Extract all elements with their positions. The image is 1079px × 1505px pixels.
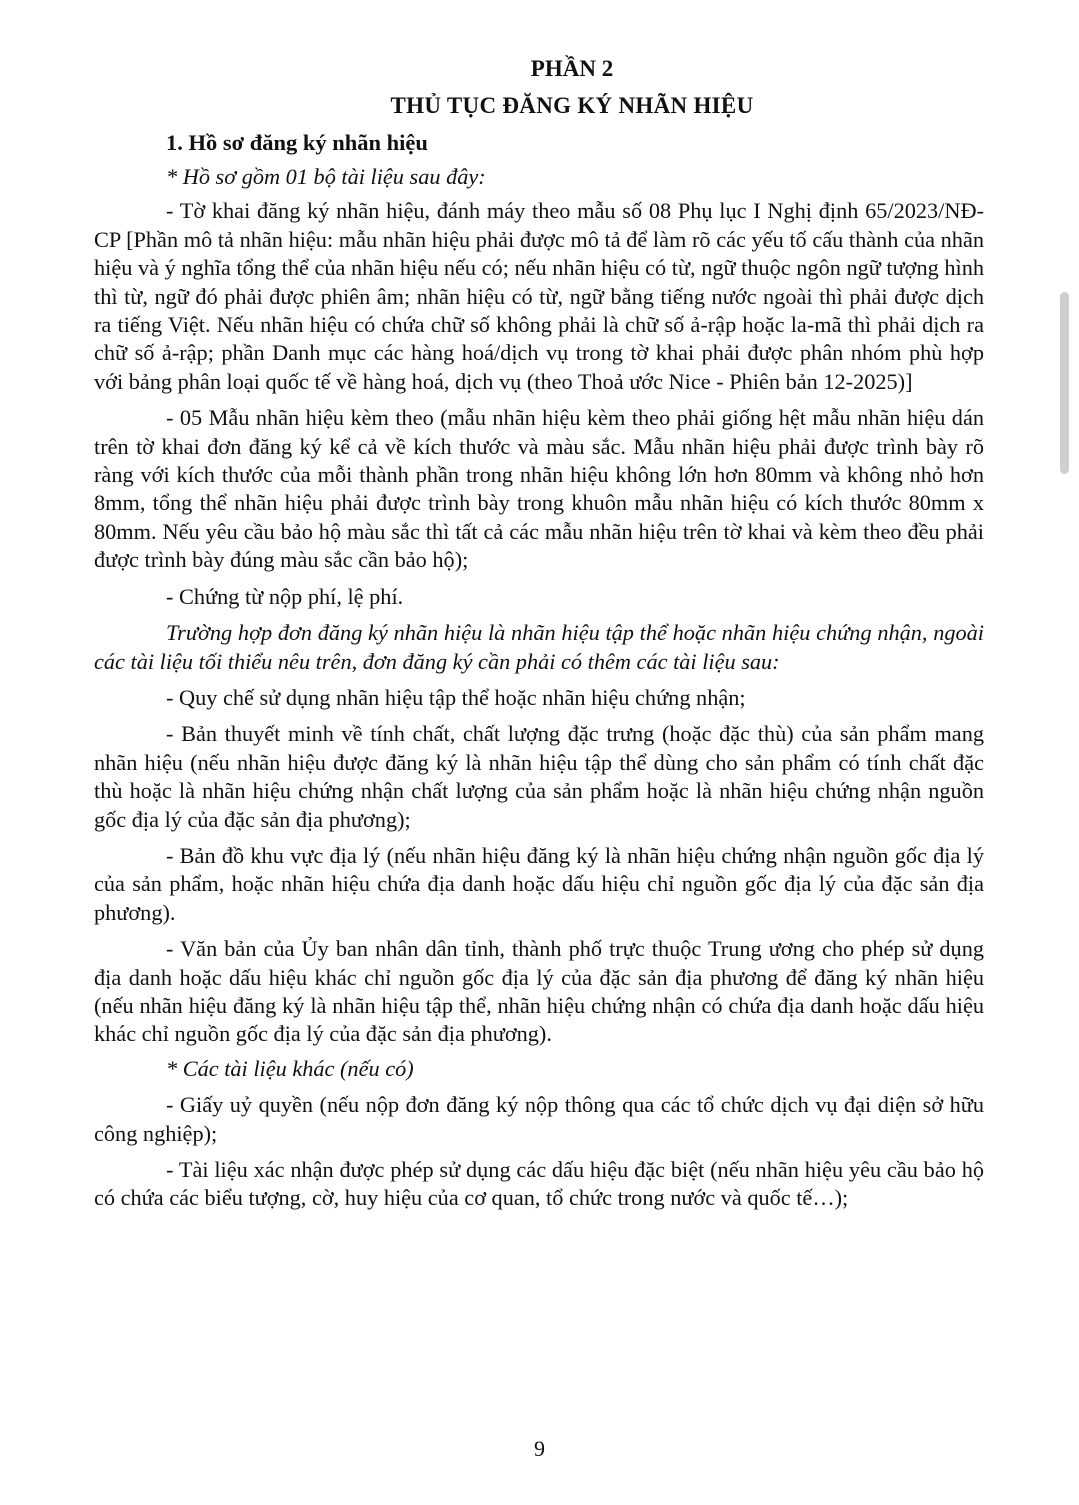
section-heading: 1. Hồ sơ đăng ký nhãn hiệu: [166, 130, 428, 155]
document-page: [94, 56, 984, 1213]
scrollbar-thumb[interactable]: [1060, 292, 1069, 474]
list-item: - Quy chế sử dụng nhãn hiệu tập thể hoặc nhãn hiệu chứng nhận;: [166, 684, 746, 710]
list-item: - Chứng từ nộp phí, lệ phí.: [166, 583, 404, 609]
dossier-intro: * Hồ sơ gồm 01 bộ tài liệu sau đây:: [166, 164, 486, 189]
list-item: - Văn bản của Ủy ban nhân dân tỉnh, thành phố trực thuộc Trung ương cho phép sử dụng địa danh hoặc dấu hiệu khác chỉ nguồn gốc địa lý của đặc sản địa phương để đăng ký nhãn hiệu (nếu nhãn hiệu đăng ký là nhãn hiệu tập thể, nhãn hiệu chứng nhận có chứa địa danh hoặc dấu hiệu khác chỉ nguồn gốc địa lý của đặc sản địa phương).: [94, 936, 984, 1047]
other-documents-heading: * Các tài liệu khác (nếu có): [166, 1055, 414, 1081]
part-title: PHẦN 2: [530, 56, 614, 81]
page-number: 9: [534, 1436, 545, 1461]
collective-mark-note: Trường hợp đơn đăng ký nhãn hiệu là nhãn hiệu tập thể hoặc nhãn hiệu chứng nhận, ngoài các tài liệu tối thiểu nêu trên, đơn đăng ký cần phải có thêm các tài liệu sau:: [94, 620, 984, 674]
list-item: - Giấy uỷ quyền (nếu nộp đơn đăng ký nộp thông qua các tổ chức dịch vụ đại diện sở hữu công nghiệp);: [94, 1092, 984, 1146]
list-item: - 05 Mẫu nhãn hiệu kèm theo (mẫu nhãn hiệu kèm theo phải giống hệt mẫu nhãn hiệu dán trên tờ khai đơn đăng ký kể cả về kích thước và màu sắc. Mẫu nhãn hiệu phải được trình bày rõ ràng với kích thước của mỗi thành phần trong nhãn hiệu không lớn hơn 80mm và không nhỏ hơn 8mm, tổng thể nhãn hiệu phải được trình bày trong khuôn mẫu nhãn hiệu có kích thước 80mm x 80mm. Nếu yêu cầu bảo hộ màu sắc thì tất cả các mẫu nhãn hiệu trên tờ khai và kèm theo đều phải được trình bày đúng màu sắc cần bảo hộ);: [94, 405, 984, 573]
list-item: - Bản đồ khu vực địa lý (nếu nhãn hiệu đăng ký là nhãn hiệu chứng nhận nguồn gốc địa lý của sản phẩm, hoặc nhãn hiệu chứa địa danh hoặc dấu hiệu chỉ nguồn gốc địa lý của đặc sản địa phương).: [94, 842, 984, 925]
list-item: - Bản thuyết minh về tính chất, chất lượng đặc trưng (hoặc đặc thù) của sản phẩm mang nhãn hiệu (nếu nhãn hiệu được đăng ký là nhãn hiệu tập thể dùng cho sản phẩm có tính chất đặc thù hoặc là nhãn hiệu chứng nhận chất lượng của sản phẩm hoặc là nhãn hiệu chứng nhận nguồn gốc địa lý của đặc sản địa phương);: [94, 721, 984, 832]
list-item: - Tờ khai đăng ký nhãn hiệu, đánh máy theo mẫu số 08 Phụ lục I Nghị định 65/2023/NĐ-CP [Phần mô tả nhãn hiệu: mẫu nhãn hiệu phải được mô tả để làm rõ các yếu tố cấu thành của nhãn hiệu và ý nghĩa tổng thể của nhãn hiệu nếu có; nếu nhãn hiệu có từ, ngữ thuộc ngôn ngữ tượng hình thì từ, ngữ đó phải được phiên âm; nhãn hiệu có từ, ngữ bằng tiếng nước ngoài thì phải được dịch ra tiếng Việt. Nếu nhãn hiệu có chứa chữ số không phải là chữ số ả-rập hoặc la-mã thì phải dịch ra chữ số ả-rập; phần Danh mục các hàng hoá/dịch vụ trong tờ khai phải được phân nhóm phù hợp với bảng phân loại quốc tế về hàng hoá, dịch vụ (theo Thoả ước Nice - Phiên bản 12-2025)]: [94, 198, 984, 394]
list-item: - Tài liệu xác nhận được phép sử dụng các dấu hiệu đặc biệt (nếu nhãn hiệu yêu cầu bảo hộ có chứa các biểu tượng, cờ, huy hiệu của cơ quan, tổ chức trong nước và quốc tế…);: [94, 1157, 984, 1211]
procedure-title: THỦ TỤC ĐĂNG KÝ NHÃN HIỆU: [390, 93, 754, 118]
